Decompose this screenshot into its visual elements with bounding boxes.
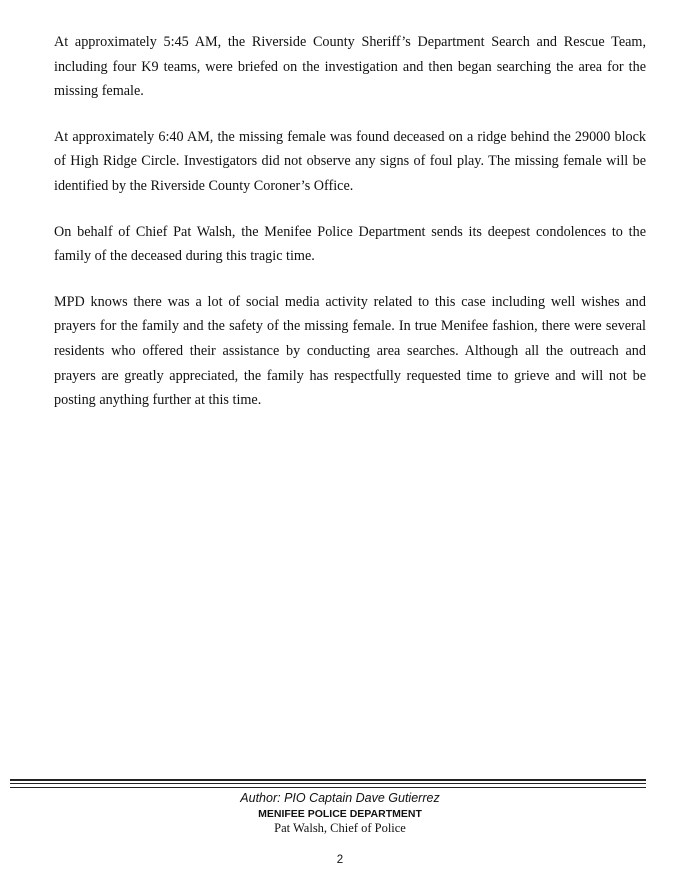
footer-chief: Pat Walsh, Chief of Police: [274, 821, 406, 835]
document-body: [54, 30, 646, 434]
footer-department: MENIFEE POLICE DEPARTMENT: [258, 808, 422, 820]
paragraph-search-team: At approximately 5:45 AM, the Riverside County Sheriff’s Department Search and Rescue Team, including four K9 teams, were briefed on the investigation and then began searching the area for the missing female.: [54, 34, 646, 100]
footer-author: Author: PIO Captain Dave Gutierrez: [240, 791, 440, 805]
footer-divider: [10, 779, 646, 790]
footer-divider-line: [10, 779, 646, 781]
paragraph-found-deceased: At approximately 6:40 AM, the missing female was found deceased on a ridge behind the 29000 block of High Ridge Circle. Investigators did not observe any signs of foul play. The missing female will be identified by the Riverside County Coroner’s Office.: [54, 128, 646, 194]
footer-divider-line: [10, 787, 646, 789]
paragraph-condolences: On behalf of Chief Pat Walsh, the Menifee Police Department sends its deepest condolences to the family of the deceased during this tragic time.: [54, 223, 646, 265]
page-footer: [0, 790, 680, 836]
paragraph-social-media: MPD knows there was a lot of social media activity related to this case including well wishes and prayers for the family and the safety of the missing female. In true Menifee fashion, there were several residents who offered their assistance by conducting area searches. Although all the outreach and prayers are greatly appreciated, the family has respectfully requested time to grieve and will not be posting anything further at this time.: [54, 293, 646, 409]
page-number: 2: [336, 854, 344, 866]
footer-divider-line: [10, 783, 646, 785]
